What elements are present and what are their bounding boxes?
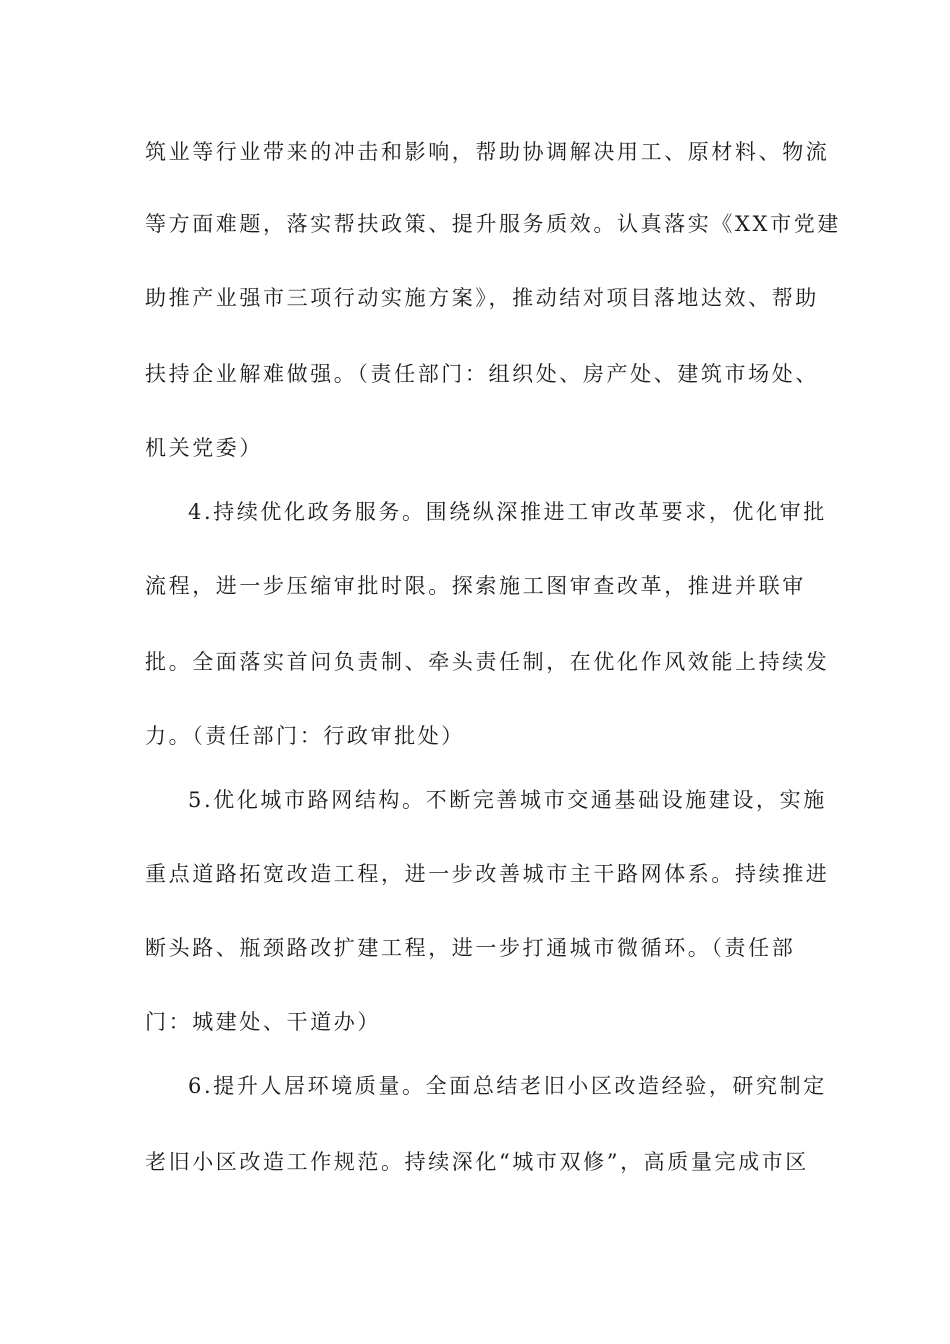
paragraph-5-first-line: 5.优化城市路网结构。不断完善城市交通基础设施建设，实施 — [188, 788, 827, 812]
body-text-line: 等方面难题，落实帮扶政策、提升服务质效。认真落实《XX市党建 — [145, 212, 841, 236]
body-text-line: 力。（责任部门：行政审批处） — [145, 724, 465, 748]
paragraph-6-first-line: 6.提升人居环境质量。全面总结老旧小区改造经验，研究制定 — [188, 1074, 827, 1098]
body-text-line: 断头路、瓶颈路改扩建工程，进一步打通城市微循环。（责任部 — [145, 936, 796, 960]
body-text-line: 批。全面落实首问负责制、牵头责任制，在优化作风效能上持续发 — [145, 650, 830, 674]
body-text-line: 重点道路拓宽改造工程，进一步改善城市主干路网体系。持续推进 — [145, 862, 830, 886]
body-text-line: 老旧小区改造工作规范。持续深化“城市双修”，高质量完成市区 — [145, 1150, 809, 1174]
body-text-line: 助推产业强市三项行动实施方案》，推动结对项目落地达效、帮助 — [145, 286, 819, 310]
body-text-line: 门：城建处、干道办） — [145, 1010, 381, 1034]
body-text-line: 流程，进一步压缩审批时限。探索施工图审查改革，推进并联审 — [145, 574, 806, 598]
paragraph-4-first-line: 4.持续优化政务服务。围绕纵深推进工审改革要求，优化审批 — [188, 500, 827, 524]
body-text-line: 机关党委） — [145, 436, 263, 460]
body-text-line: 筑业等行业带来的冲击和影响，帮助协调解决用工、原材料、物流 — [145, 140, 830, 164]
body-text-line: 扶持企业解难做强。（责任部门：组织处、房产处、建筑市场处、 — [145, 362, 819, 386]
